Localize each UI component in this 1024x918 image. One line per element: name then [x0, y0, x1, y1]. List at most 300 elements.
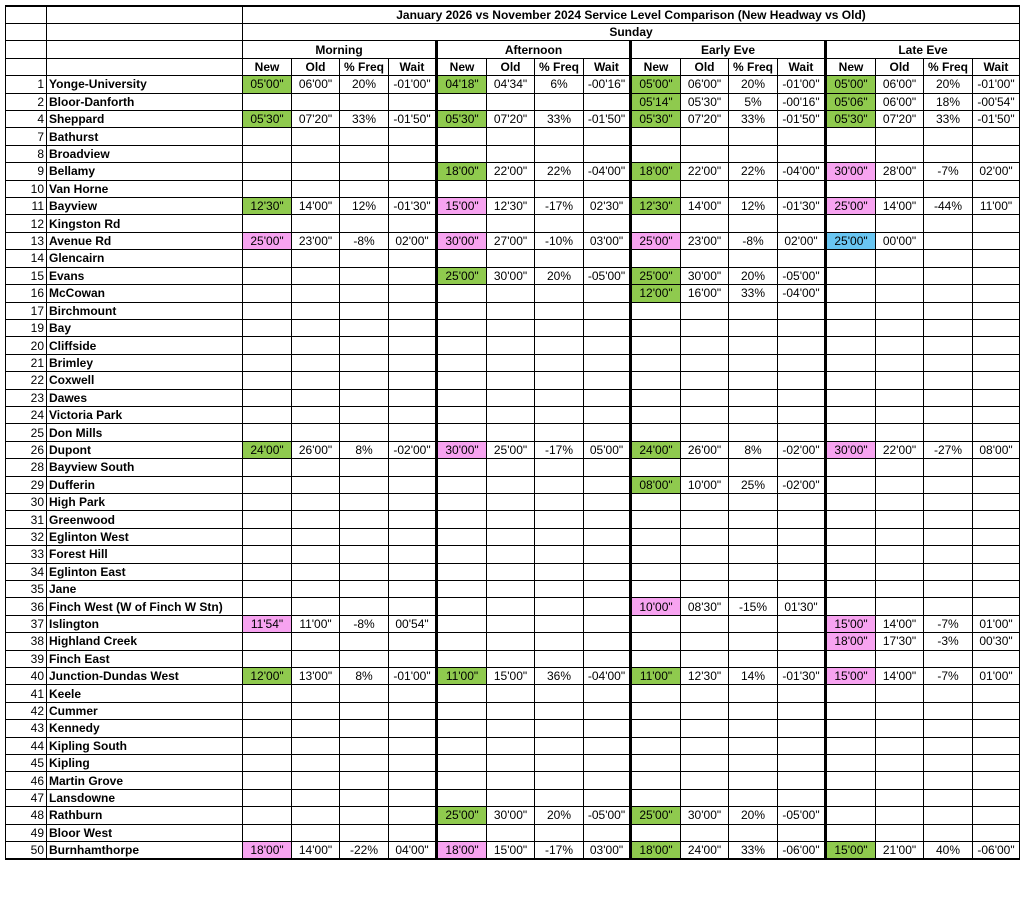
table-row	[6, 337, 1020, 354]
wait-change-cell	[389, 493, 437, 510]
old-headway-cell	[876, 215, 924, 232]
old-headway-cell	[681, 633, 729, 650]
route-name: Brimley	[47, 354, 243, 371]
wait-change-cell	[778, 128, 826, 145]
old-headway-cell	[681, 755, 729, 772]
freq-change-cell: -8%	[340, 232, 389, 249]
old-headway-cell	[876, 563, 924, 580]
new-headway-cell: 18'00"	[243, 842, 292, 860]
old-headway-cell	[292, 215, 340, 232]
new-headway-cell	[243, 598, 292, 615]
wait-change-cell	[778, 633, 826, 650]
new-headway-cell	[826, 145, 876, 162]
wait-change-cell: -01'30"	[389, 198, 437, 215]
route-name: Evans	[47, 267, 243, 284]
new-headway-cell: 04'18"	[437, 76, 487, 93]
route-number: 1	[6, 76, 47, 93]
old-headway-cell	[487, 459, 535, 476]
table-row	[6, 598, 1020, 615]
new-headway-cell	[243, 650, 292, 667]
freq-change-cell: 36%	[535, 668, 584, 685]
freq-change-cell	[729, 702, 778, 719]
old-headway-cell	[292, 772, 340, 789]
old-headway-cell: 30'00"	[681, 267, 729, 284]
table-row	[6, 406, 1020, 423]
wait-change-cell	[973, 372, 1020, 389]
freq-change-cell: 33%	[729, 285, 778, 302]
old-headway-cell	[487, 285, 535, 302]
new-headway-cell: 18'00"	[437, 842, 487, 860]
new-headway-cell	[243, 476, 292, 493]
new-headway-cell	[826, 824, 876, 841]
old-headway-cell: 26'00"	[292, 441, 340, 458]
freq-change-cell	[729, 459, 778, 476]
old-headway-cell	[292, 372, 340, 389]
route-name: Forest Hill	[47, 546, 243, 563]
freq-change-cell	[924, 128, 973, 145]
old-headway-cell	[876, 128, 924, 145]
freq-change-cell	[340, 493, 389, 510]
wait-change-cell	[973, 354, 1020, 371]
freq-change-cell	[729, 319, 778, 336]
wait-change-cell	[778, 250, 826, 267]
new-headway-cell: 25'00"	[826, 198, 876, 215]
wait-change-cell	[389, 459, 437, 476]
table-row	[6, 441, 1020, 458]
freq-change-cell	[924, 789, 973, 806]
old-headway-cell	[876, 250, 924, 267]
route-name: Junction-Dundas West	[47, 668, 243, 685]
old-headway-cell	[681, 824, 729, 841]
old-headway-cell	[292, 755, 340, 772]
freq-change-cell	[729, 772, 778, 789]
old-headway-cell	[876, 267, 924, 284]
wait-change-cell	[973, 702, 1020, 719]
old-headway-cell	[292, 389, 340, 406]
wait-change-cell	[584, 650, 631, 667]
wait-change-cell	[778, 615, 826, 632]
wait-change-cell	[584, 563, 631, 580]
freq-change-cell	[535, 372, 584, 389]
route-number: 33	[6, 546, 47, 563]
old-headway-cell	[876, 650, 924, 667]
new-headway-cell: 15'00"	[437, 198, 487, 215]
old-headway-cell: 23'00"	[681, 232, 729, 249]
new-headway-cell	[826, 755, 876, 772]
route-number: 26	[6, 441, 47, 458]
freq-change-cell	[924, 424, 973, 441]
new-headway-cell	[437, 389, 487, 406]
freq-change-cell	[729, 789, 778, 806]
old-headway-cell	[292, 285, 340, 302]
table-row	[6, 633, 1020, 650]
old-headway-cell: 27'00"	[487, 232, 535, 249]
new-headway-cell	[631, 319, 681, 336]
route-name: Bloor-Danforth	[47, 93, 243, 110]
route-number: 44	[6, 737, 47, 754]
new-headway-cell	[243, 267, 292, 284]
new-headway-cell	[826, 511, 876, 528]
route-name: Islington	[47, 615, 243, 632]
route-name: Bloor West	[47, 824, 243, 841]
wait-change-cell: 03'00"	[584, 232, 631, 249]
new-headway-cell	[826, 789, 876, 806]
old-headway-cell	[487, 302, 535, 319]
old-headway-cell: 30'00"	[487, 807, 535, 824]
route-name: Don Mills	[47, 424, 243, 441]
route-number: 50	[6, 842, 47, 860]
wait-change-cell	[973, 511, 1020, 528]
table-row	[6, 668, 1020, 685]
old-headway-cell	[681, 389, 729, 406]
new-headway-cell	[243, 319, 292, 336]
wait-change-cell	[584, 493, 631, 510]
column-header: Wait	[389, 58, 437, 75]
new-headway-cell	[826, 302, 876, 319]
new-headway-cell	[631, 250, 681, 267]
old-headway-cell	[681, 145, 729, 162]
freq-change-cell: -3%	[924, 633, 973, 650]
old-headway-cell	[681, 563, 729, 580]
new-headway-cell	[631, 128, 681, 145]
old-headway-cell: 14'00"	[292, 198, 340, 215]
new-headway-cell	[631, 145, 681, 162]
route-number: 28	[6, 459, 47, 476]
freq-change-cell	[729, 563, 778, 580]
day-header: Sunday	[243, 24, 1020, 41]
wait-change-cell	[584, 459, 631, 476]
old-headway-cell	[292, 319, 340, 336]
new-headway-cell	[243, 511, 292, 528]
wait-change-cell	[778, 511, 826, 528]
wait-change-cell	[389, 180, 437, 197]
freq-change-cell	[340, 319, 389, 336]
freq-change-cell: 8%	[729, 441, 778, 458]
new-headway-cell	[631, 824, 681, 841]
freq-change-cell: 33%	[729, 111, 778, 128]
new-headway-cell	[826, 685, 876, 702]
wait-change-cell	[389, 406, 437, 423]
table-row	[6, 232, 1020, 249]
new-headway-cell	[243, 459, 292, 476]
wait-change-cell	[778, 493, 826, 510]
freq-change-cell	[535, 755, 584, 772]
old-headway-cell	[487, 180, 535, 197]
route-number: 47	[6, 789, 47, 806]
wait-change-cell	[584, 720, 631, 737]
old-headway-cell	[876, 824, 924, 841]
wait-change-cell: -01'30"	[778, 198, 826, 215]
wait-change-cell	[778, 424, 826, 441]
freq-change-cell	[535, 250, 584, 267]
wait-change-cell	[584, 702, 631, 719]
table-row	[6, 163, 1020, 180]
new-headway-cell	[243, 581, 292, 598]
new-headway-cell: 30'00"	[826, 441, 876, 458]
wait-change-cell	[389, 824, 437, 841]
new-headway-cell	[243, 302, 292, 319]
table-row	[6, 807, 1020, 824]
route-name: Glencairn	[47, 250, 243, 267]
freq-change-cell	[535, 824, 584, 841]
freq-change-cell	[729, 406, 778, 423]
wait-change-cell	[389, 546, 437, 563]
wait-change-cell: -01'00"	[778, 76, 826, 93]
table-row	[6, 302, 1020, 319]
old-headway-cell: 16'00"	[681, 285, 729, 302]
column-header: % Freq	[340, 58, 389, 75]
old-headway-cell: 26'00"	[681, 441, 729, 458]
freq-change-cell	[729, 424, 778, 441]
freq-change-cell	[924, 389, 973, 406]
old-headway-cell	[487, 789, 535, 806]
freq-change-cell	[729, 493, 778, 510]
route-number: 4	[6, 111, 47, 128]
old-headway-cell	[292, 789, 340, 806]
new-headway-cell	[631, 789, 681, 806]
old-headway-cell	[876, 685, 924, 702]
wait-change-cell: -05'00"	[584, 267, 631, 284]
column-header: Wait	[973, 58, 1020, 75]
column-header: New	[437, 58, 487, 75]
wait-change-cell	[973, 267, 1020, 284]
new-headway-cell: 15'00"	[826, 668, 876, 685]
new-headway-cell: 11'00"	[631, 668, 681, 685]
freq-change-cell	[924, 581, 973, 598]
route-name: Bay	[47, 319, 243, 336]
wait-change-cell	[584, 598, 631, 615]
old-headway-cell	[681, 511, 729, 528]
freq-change-cell: 22%	[729, 163, 778, 180]
new-headway-cell: 18'00"	[631, 163, 681, 180]
new-headway-cell	[437, 789, 487, 806]
old-headway-cell	[487, 389, 535, 406]
wait-change-cell: 08'00"	[973, 441, 1020, 458]
freq-change-cell	[535, 702, 584, 719]
freq-change-cell	[535, 319, 584, 336]
wait-change-cell	[778, 459, 826, 476]
freq-change-cell: 20%	[535, 807, 584, 824]
old-headway-cell	[681, 459, 729, 476]
wait-change-cell	[973, 459, 1020, 476]
wait-change-cell	[584, 615, 631, 632]
route-name: McCowan	[47, 285, 243, 302]
wait-change-cell: -01'00"	[973, 76, 1020, 93]
new-headway-cell	[631, 720, 681, 737]
wait-change-cell	[389, 424, 437, 441]
freq-change-cell: 12%	[340, 198, 389, 215]
old-headway-cell	[876, 511, 924, 528]
route-number: 16	[6, 285, 47, 302]
wait-change-cell: -02'00"	[778, 476, 826, 493]
route-number: 35	[6, 581, 47, 598]
table-row	[6, 372, 1020, 389]
wait-change-cell	[584, 180, 631, 197]
old-headway-cell	[876, 702, 924, 719]
new-headway-cell	[243, 215, 292, 232]
freq-change-cell	[340, 354, 389, 371]
wait-change-cell	[778, 824, 826, 841]
column-header: Old	[292, 58, 340, 75]
old-headway-cell	[681, 302, 729, 319]
wait-change-cell	[778, 354, 826, 371]
new-headway-cell	[243, 389, 292, 406]
wait-change-cell: -01'50"	[778, 111, 826, 128]
new-headway-cell	[631, 563, 681, 580]
new-headway-cell	[243, 702, 292, 719]
new-headway-cell	[826, 250, 876, 267]
new-headway-cell: 05'30"	[631, 111, 681, 128]
wait-change-cell	[973, 563, 1020, 580]
freq-change-cell: -7%	[924, 668, 973, 685]
wait-change-cell: -02'00"	[778, 441, 826, 458]
freq-change-cell: -17%	[535, 842, 584, 860]
wait-change-cell	[778, 406, 826, 423]
route-number: 9	[6, 163, 47, 180]
new-headway-cell	[243, 493, 292, 510]
wait-change-cell	[389, 128, 437, 145]
freq-change-cell	[729, 528, 778, 545]
old-headway-cell: 14'00"	[681, 198, 729, 215]
old-headway-cell	[487, 511, 535, 528]
old-headway-cell	[292, 354, 340, 371]
old-headway-cell	[876, 789, 924, 806]
wait-change-cell	[584, 511, 631, 528]
new-headway-cell	[437, 424, 487, 441]
old-headway-cell	[876, 528, 924, 545]
freq-change-cell	[340, 720, 389, 737]
route-name: Yonge-University	[47, 76, 243, 93]
wait-change-cell: 02'00"	[389, 232, 437, 249]
old-headway-cell: 07'20"	[681, 111, 729, 128]
new-headway-cell: 11'00"	[437, 668, 487, 685]
old-headway-cell: 06'00"	[876, 93, 924, 110]
new-headway-cell	[437, 772, 487, 789]
freq-change-cell	[924, 459, 973, 476]
wait-change-cell	[389, 633, 437, 650]
table-row	[6, 789, 1020, 806]
table-row	[6, 650, 1020, 667]
new-headway-cell	[437, 180, 487, 197]
old-headway-cell	[487, 737, 535, 754]
wait-change-cell	[584, 476, 631, 493]
new-headway-cell	[631, 650, 681, 667]
wait-change-cell	[778, 180, 826, 197]
new-headway-cell: 25'00"	[631, 807, 681, 824]
new-headway-cell	[826, 476, 876, 493]
route-name: Greenwood	[47, 511, 243, 528]
route-number: 23	[6, 389, 47, 406]
route-name: Dufferin	[47, 476, 243, 493]
old-headway-cell	[487, 424, 535, 441]
new-headway-cell: 25'00"	[826, 232, 876, 249]
wait-change-cell: -05'00"	[778, 267, 826, 284]
new-headway-cell	[437, 337, 487, 354]
new-headway-cell	[631, 493, 681, 510]
wait-change-cell	[973, 772, 1020, 789]
wait-change-cell	[778, 581, 826, 598]
old-headway-cell	[292, 633, 340, 650]
table-row	[6, 93, 1020, 110]
freq-change-cell	[535, 598, 584, 615]
old-headway-cell	[292, 424, 340, 441]
wait-change-cell	[584, 406, 631, 423]
column-header: Old	[876, 58, 924, 75]
table-row	[6, 250, 1020, 267]
new-headway-cell: 25'00"	[631, 232, 681, 249]
route-number: 10	[6, 180, 47, 197]
freq-change-cell: 12%	[729, 198, 778, 215]
freq-change-cell	[535, 789, 584, 806]
new-headway-cell	[243, 180, 292, 197]
wait-change-cell	[973, 319, 1020, 336]
table-title: January 2026 vs November 2024 Service Level Comparison (New Headway vs Old)	[243, 6, 1020, 24]
freq-change-cell: 14%	[729, 668, 778, 685]
freq-change-cell: 20%	[924, 76, 973, 93]
wait-change-cell	[584, 633, 631, 650]
wait-change-cell	[778, 720, 826, 737]
wait-change-cell	[389, 511, 437, 528]
old-headway-cell: 14'00"	[876, 615, 924, 632]
route-name: Victoria Park	[47, 406, 243, 423]
wait-change-cell: -00'54"	[973, 93, 1020, 110]
old-headway-cell	[681, 128, 729, 145]
wait-change-cell	[584, 824, 631, 841]
column-header: % Freq	[535, 58, 584, 75]
route-name: Bellamy	[47, 163, 243, 180]
old-headway-cell: 06'00"	[876, 76, 924, 93]
old-headway-cell	[292, 511, 340, 528]
table-row	[6, 720, 1020, 737]
table-row	[6, 755, 1020, 772]
route-number: 48	[6, 807, 47, 824]
old-headway-cell	[876, 598, 924, 615]
freq-change-cell	[924, 372, 973, 389]
wait-change-cell	[778, 546, 826, 563]
freq-change-cell	[340, 824, 389, 841]
new-headway-cell	[826, 215, 876, 232]
old-headway-cell	[487, 824, 535, 841]
wait-change-cell	[389, 789, 437, 806]
new-headway-cell: 05'30"	[243, 111, 292, 128]
table-row	[6, 319, 1020, 336]
wait-change-cell	[389, 372, 437, 389]
new-headway-cell	[437, 406, 487, 423]
freq-change-cell	[340, 476, 389, 493]
freq-change-cell	[535, 285, 584, 302]
new-headway-cell: 11'54"	[243, 615, 292, 632]
route-number: 32	[6, 528, 47, 545]
route-number: 21	[6, 354, 47, 371]
wait-change-cell	[389, 563, 437, 580]
freq-change-cell	[729, 633, 778, 650]
old-headway-cell	[681, 424, 729, 441]
route-name: Eglinton East	[47, 563, 243, 580]
freq-change-cell	[340, 215, 389, 232]
old-headway-cell	[292, 93, 340, 110]
wait-change-cell	[973, 650, 1020, 667]
freq-change-cell	[340, 685, 389, 702]
new-headway-cell	[631, 546, 681, 563]
new-headway-cell	[631, 424, 681, 441]
wait-change-cell	[973, 180, 1020, 197]
freq-change-cell	[924, 354, 973, 371]
wait-change-cell	[778, 337, 826, 354]
freq-change-cell	[924, 215, 973, 232]
freq-change-cell	[924, 685, 973, 702]
old-headway-cell: 08'30"	[681, 598, 729, 615]
new-headway-cell: 05'00"	[631, 76, 681, 93]
